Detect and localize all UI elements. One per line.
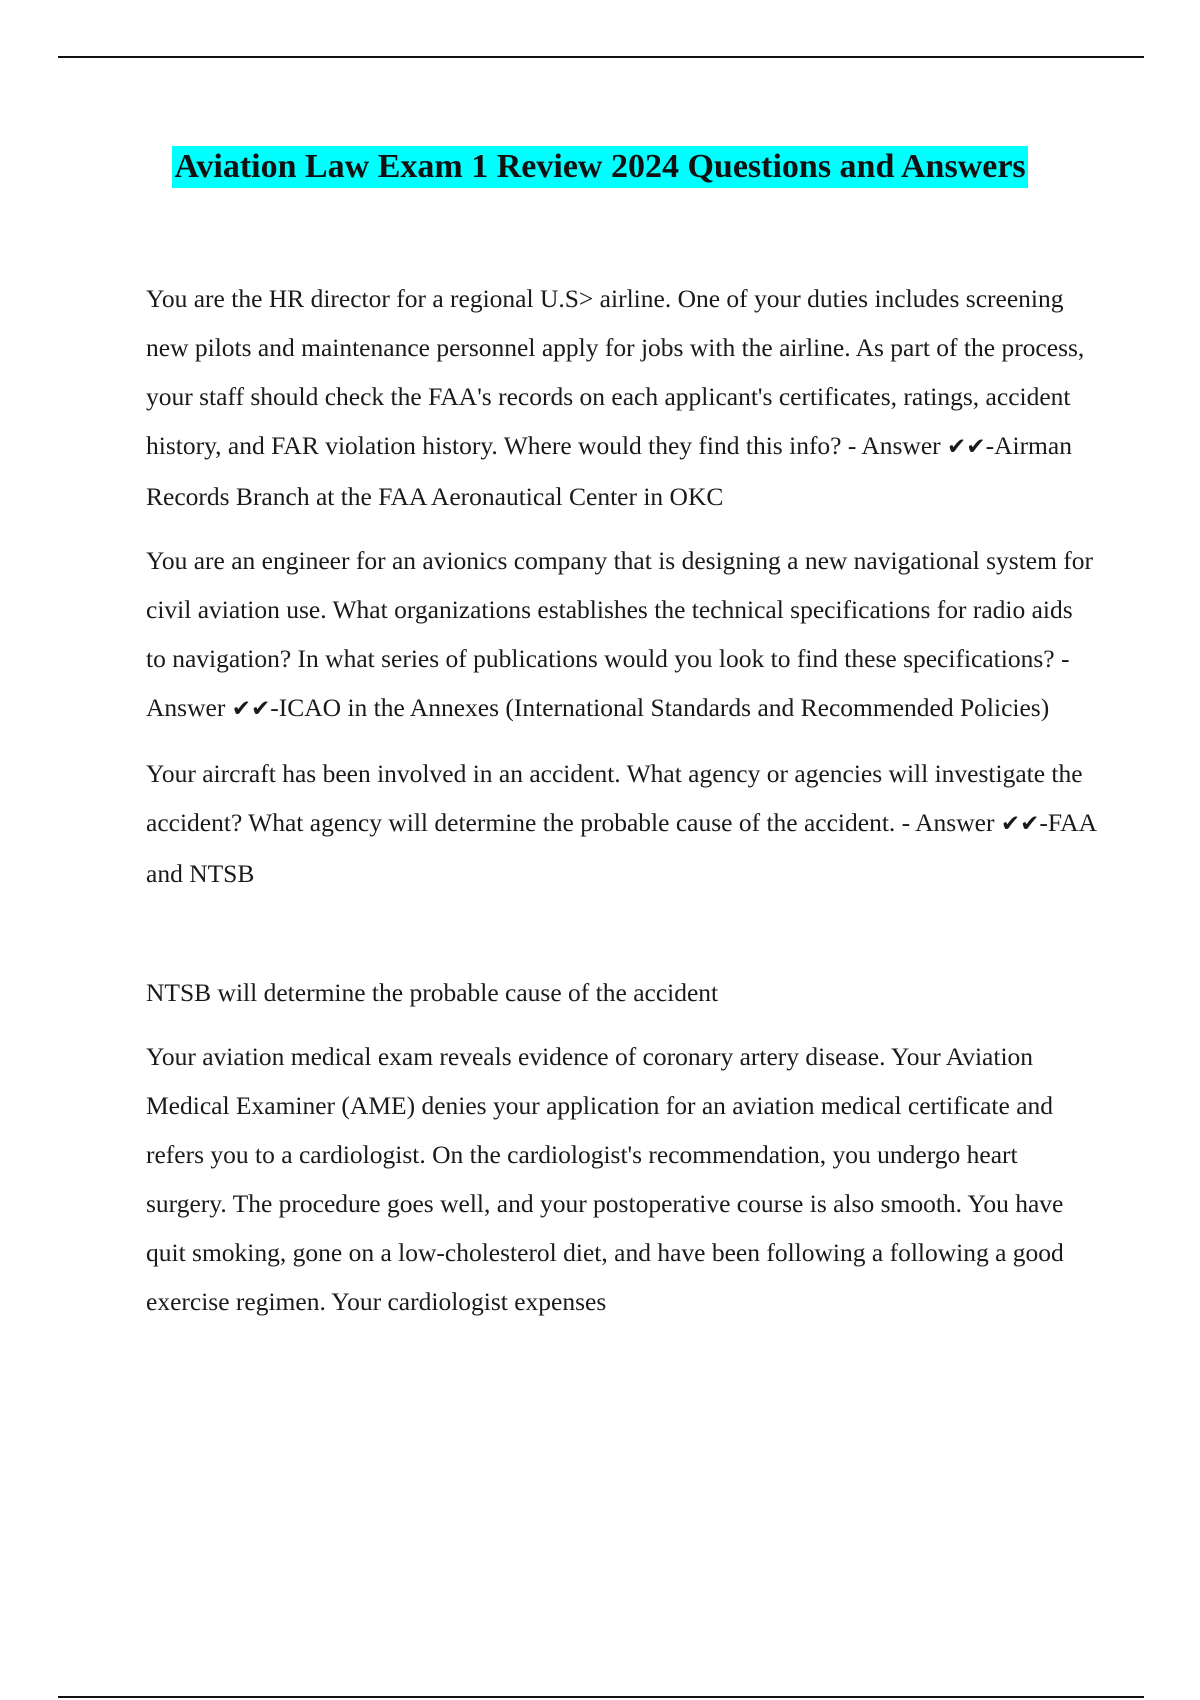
qa-entry-4-continued: Your aviation medical exam reveals evidence of coronary artery disease. Your Aviation Medical Examiner (AME) denies your application for an aviation medical certificate and refers you to a cardiologist. On the cardiologist's recommendation, you undergo heart surgery. The procedure goes well, and your postoperative course is also smooth. You have quit smoking, gone on a low-cholesterol diet, and have been following a following a good exercise regimen. Your cardiologist expenses <box>146 1042 1064 1316</box>
qa-entry-3 <box>146 749 1096 898</box>
top-divider <box>58 56 1144 58</box>
question-text: You are an engineer for an avionics company that is designing a new navigational system for civil aviation use. What organizations establishes the technical specifications for radio aids to navigation? In what series of publications would you look to find these specifications? - Answer <box>146 546 1094 722</box>
double-check-icon: ✔✔ <box>231 696 271 722</box>
answer-text: -FAA and NTSB <box>146 808 1096 888</box>
bottom-divider <box>58 1696 1144 1698</box>
double-check-icon: ✔✔ <box>1000 811 1040 837</box>
document-title: Aviation Law Exam 1 Review 2024 Questions and Answers <box>172 146 1027 188</box>
question-text: Your aircraft has been involved in an accident. What agency or agencies will investigate the accident? What agency will determine the probable cause of the accident. - Answer <box>146 759 1083 837</box>
title-container <box>0 146 1200 188</box>
qa-entry-1 <box>146 274 1096 521</box>
document-body <box>146 274 1096 1341</box>
double-check-icon: ✔✔ <box>947 434 986 460</box>
answer-note: NTSB will determine the probable cause of the accident <box>146 978 719 1007</box>
question-text: You are the HR director for a regional U.S> airline. One of your duties includes screening new pilots and maintenance personnel apply for jobs with the airline. As part of the process, your staff should check the FAA's records on each applicant's certificates, ratings, accident history, and FAR violation history. Where would they find this info? - Answer <box>146 284 1085 460</box>
qa-entry-2 <box>146 536 1096 734</box>
answer-text: -Airman Records Branch at the FAA Aeronautical Center in OKC <box>146 431 1072 511</box>
answer-text: -ICAO in the Annexes (International Standards and Recommended Policies) <box>270 693 1050 722</box>
